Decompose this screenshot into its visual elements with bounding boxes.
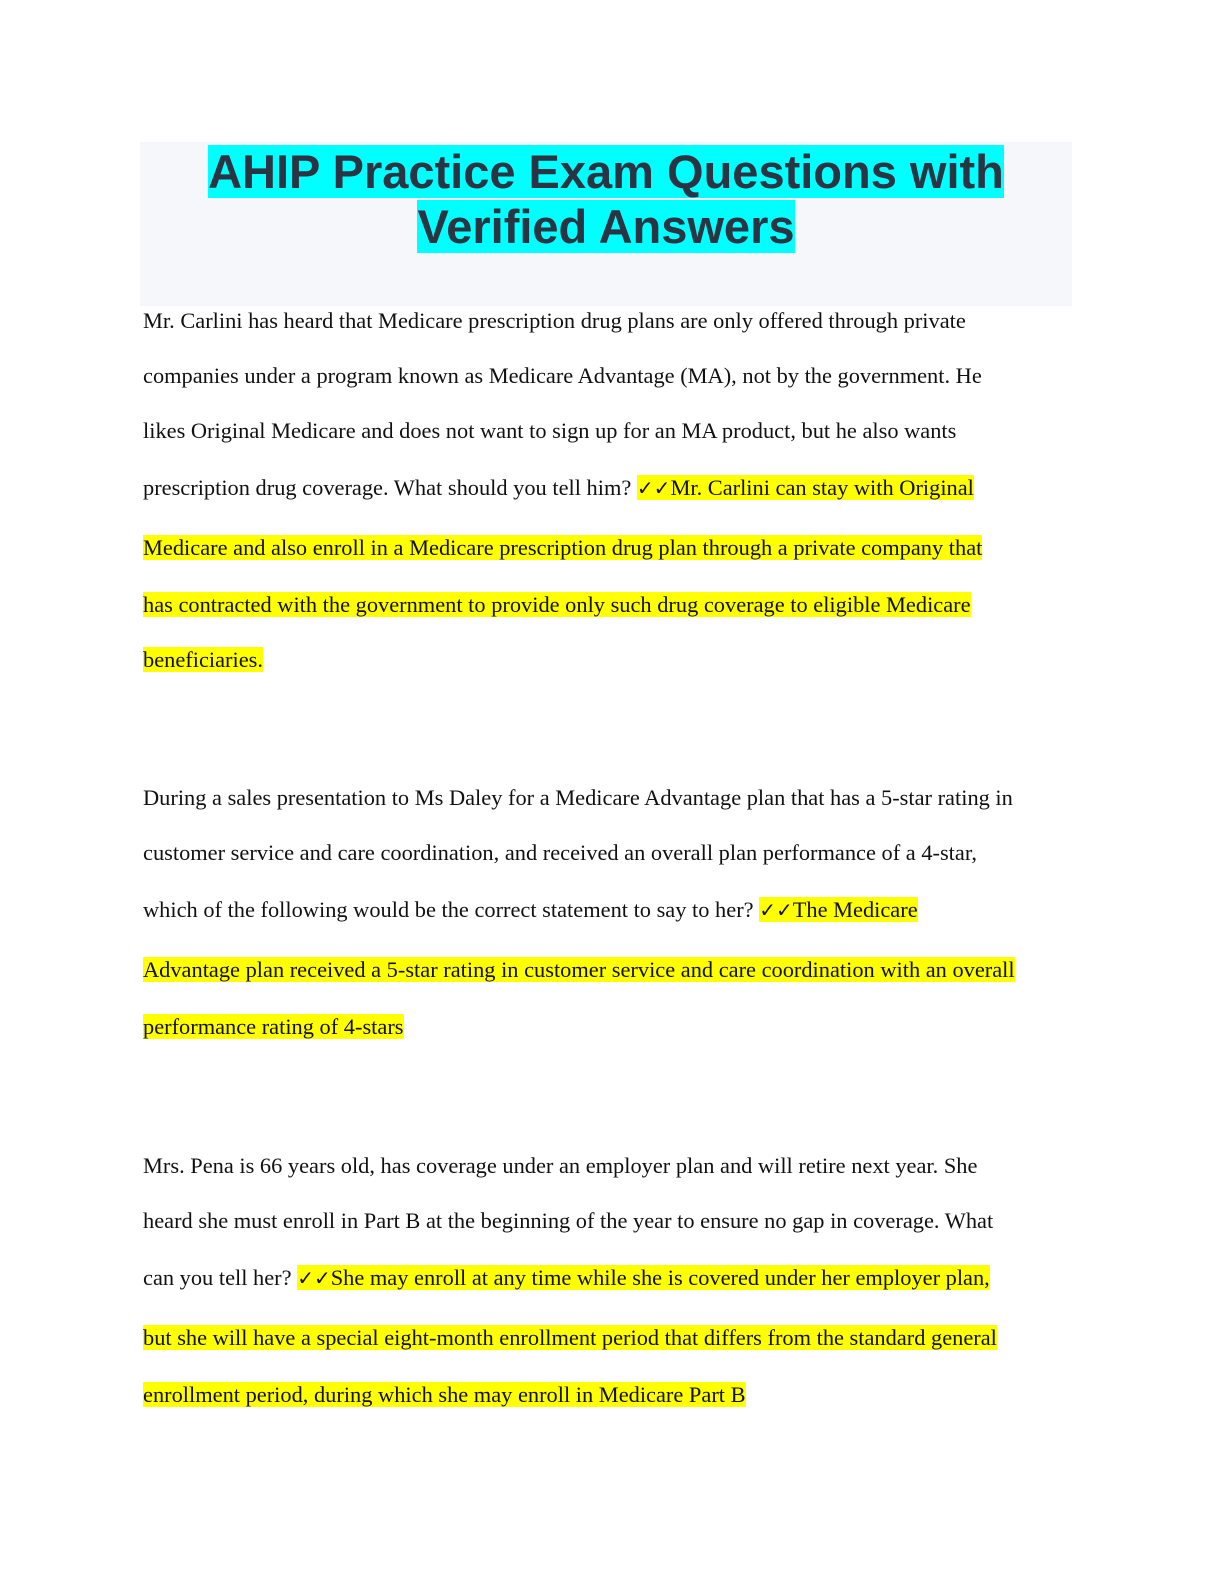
question-text: heard she must enroll in Part B at the beginning of the year to ensure no gap in coverage. What [143, 1208, 994, 1233]
answer-text: has contracted with the government to provide only such drug coverage to eligible Medicare [143, 592, 971, 617]
title-banner [140, 142, 1072, 306]
check-icon: ✓✓ [636, 476, 671, 500]
answer-line [143, 577, 1079, 632]
question-text: During a sales presentation to Ms Daley for a Medicare Advantage plan that has a 5-star rating in [143, 785, 1013, 810]
question-text: prescription drug coverage. What should you tell him? [143, 475, 637, 500]
answer-line [143, 518, 1079, 577]
answer-text: enrollment period, during which she may enroll in Medicare Part B [143, 1382, 746, 1407]
answer-line [143, 1367, 1079, 1422]
answer-line [143, 1308, 1079, 1367]
question-answer-line [143, 1248, 1079, 1308]
question-text: companies under a program known as Medicare Advantage (MA), not by the government. He [143, 363, 982, 388]
answer-highlight [637, 475, 974, 500]
answer-line [143, 940, 1079, 999]
document-title-line-1: AHIP Practice Exam Questions with [208, 145, 1004, 198]
answer-line [143, 632, 1079, 687]
question-block-3 [143, 1138, 1079, 1422]
answer-text: Advantage plan received a 5-star rating in customer service and care coordination with an overall [143, 957, 1015, 982]
answer-text: but she will have a special eight-month enrollment period that differs from the standard general [143, 1325, 997, 1350]
question-text: which of the following would be the correct statement to say to her? [143, 897, 760, 922]
question-block-2 [143, 770, 1079, 1054]
question-answer-line [143, 880, 1079, 940]
question-text: likes Original Medicare and does not want to sign up for an MA product, but he also wants [143, 418, 957, 443]
answer-text: Medicare and also enroll in a Medicare prescription drug plan through a private company that [143, 535, 983, 560]
question-text: Mrs. Pena is 66 years old, has coverage under an employer plan and will retire next year. She [143, 1153, 978, 1178]
question-text: can you tell her? [143, 1265, 298, 1290]
question-block-1 [143, 293, 1079, 687]
answer-text: performance rating of 4-stars [143, 1014, 404, 1039]
check-icon: ✓✓ [759, 898, 793, 922]
answer-text: Mr. Carlini can stay with Original [670, 475, 974, 500]
document-title [140, 144, 1072, 254]
document-title-line-2: Verified Answers [417, 200, 795, 253]
answer-text: The Medicare [792, 897, 918, 922]
question-text: customer service and care coordination, and received an overall plan performance of a 4-star, [143, 840, 977, 865]
answer-text: She may enroll at any time while she is covered under her employer plan, [330, 1265, 990, 1290]
answer-highlight [297, 1265, 990, 1290]
answer-highlight [759, 897, 917, 922]
answer-text: beneficiaries. [143, 647, 263, 672]
question-text: Mr. Carlini has heard that Medicare prescription drug plans are only offered through private [143, 308, 966, 333]
question-answer-line [143, 458, 1079, 518]
check-icon: ✓✓ [297, 1266, 331, 1290]
answer-line [143, 999, 1079, 1054]
